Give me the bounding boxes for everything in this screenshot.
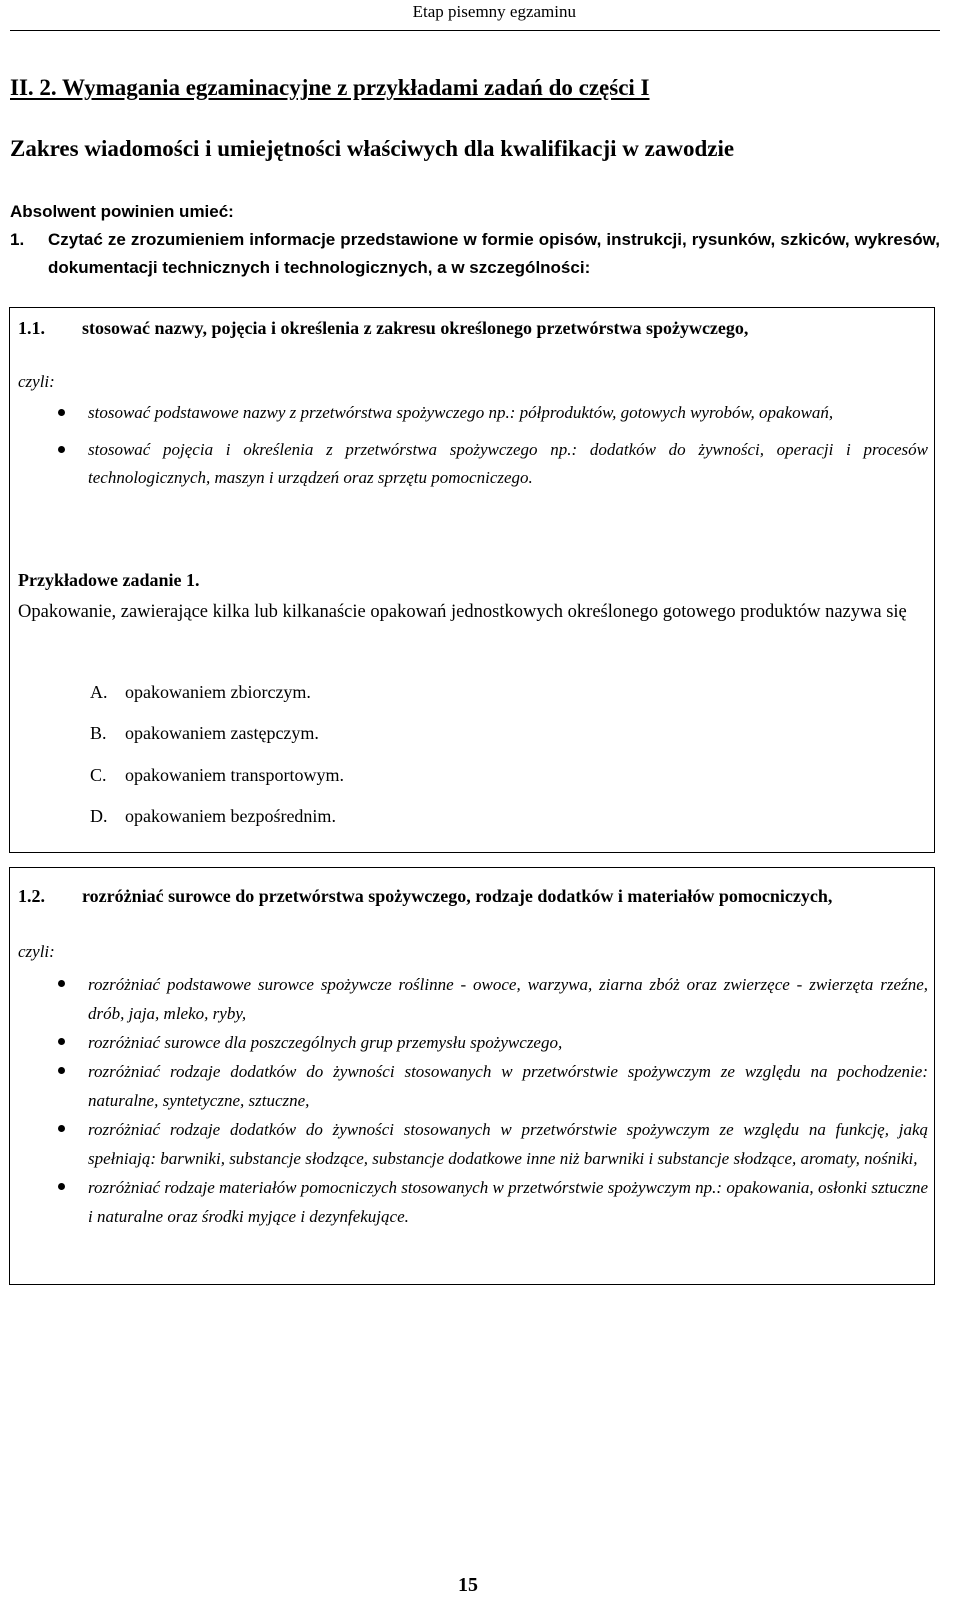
answer-text: opakowaniem transportowym.: [125, 765, 344, 785]
bullet-icon: [58, 409, 65, 416]
intro-item-text: Czytać ze zrozumieniem informacje przedstawione w formie opisów, instrukcji, rysunków, szkiców, wykresów, dokumentacji technicznych i technologicznych, a w szczególności:: [48, 230, 940, 277]
running-header: Etap pisemny egzaminu: [412, 2, 576, 21]
intro-item: [10, 226, 940, 282]
bullet-icon: [58, 1125, 65, 1132]
answer-option-c: [90, 765, 344, 786]
skills-list-1-2: [10, 970, 928, 1231]
answer-option-a: [90, 682, 311, 703]
requirement-title-1-1: [18, 314, 928, 343]
list-item: [10, 436, 928, 492]
bullet-icon: [58, 446, 65, 453]
task-question: Opakowanie, zawierające kilka lub kilkanaście opakowań jednostkowych określonego gotowego produktów nazywa się: [18, 602, 907, 622]
requirement-number: 1.1.: [18, 318, 45, 338]
list-item-text: rozróżniać podstawowe surowce spożywcze roślinne - owoce, warzywa, ziarna zbóż oraz zwierzęce - zwierzęta rzeźne, drób, jaja, mleko, ryby,: [88, 975, 928, 1023]
list-item: [10, 399, 928, 427]
task-title: Przykładowe zadanie 1.: [18, 570, 200, 590]
czyli-label: czyli:: [18, 372, 55, 391]
requirement-box-1-1: [9, 307, 935, 853]
answer-letter: B.: [90, 723, 107, 743]
answer-option-d: [90, 806, 336, 827]
list-item: [10, 1028, 928, 1057]
page-number: 15: [458, 1574, 478, 1596]
requirement-number: 1.2.: [18, 886, 45, 906]
requirement-text: stosować nazwy, pojęcia i określenia z zakresu określonego przetwórstwa spożywczego,: [82, 318, 749, 338]
list-item-text: rozróżniać rodzaje dodatków do żywności stosowanych w przetwórstwie spożywczym ze względu na funkcję, jaką spełniają: barwniki, substancje słodzące, substancje dodatkowe inne niż barwniki i substancje słodzące, aromaty, nośniki,: [88, 1120, 928, 1168]
bullet-icon: [58, 980, 65, 987]
answer-letter: C.: [90, 765, 107, 785]
answer-text: opakowaniem bezpośrednim.: [125, 806, 336, 826]
bullet-icon: [58, 1183, 65, 1190]
answer-letter: A.: [90, 682, 108, 702]
intro-lead: Absolwent powinien umieć:: [10, 202, 234, 221]
answer-option-b: [90, 723, 319, 744]
list-item: [10, 970, 928, 1028]
intro-block: [10, 198, 940, 282]
header-divider: [10, 30, 940, 31]
list-item: [10, 1173, 928, 1231]
bullet-icon: [58, 1038, 65, 1045]
skills-list-1-1: [10, 399, 928, 492]
main-heading: II. 2. Wymagania egzaminacyjne z przykładami zadań do części I: [10, 75, 650, 100]
list-item-text: rozróżniać rodzaje dodatków do żywności stosowanych w przetwórstwie spożywczym ze względu na pochodzenie: naturalne, syntetyczne, sztuczne,: [88, 1062, 928, 1110]
czyli-label: czyli:: [18, 942, 55, 961]
list-item: [10, 1115, 928, 1173]
list-item-text: stosować podstawowe nazwy z przetwórstwa spożywczego np.: półproduktów, gotowych wyrobów, opakowań,: [88, 403, 834, 422]
answer-text: opakowaniem zbiorczym.: [125, 682, 311, 702]
answer-letter: D.: [90, 806, 108, 826]
list-item-text: rozróżniać rodzaje materiałów pomocniczych stosowanych w przetwórstwie spożywczym np.: opakowania, osłonki sztuczne i naturalne oraz środki myjące i dezynfekujące.: [88, 1178, 928, 1226]
list-item-text: stosować pojęcia i określenia z przetwórstwa spożywczego np.: dodatków do żywności, operacji i procesów technologicznych, maszyn i urządzeń oraz sprzętu pomocniczego.: [88, 440, 928, 487]
requirement-title-1-2: [18, 882, 928, 911]
requirement-text: rozróżniać surowce do przetwórstwa spożywczego, rodzaje dodatków i materiałów pomocniczych,: [82, 886, 833, 906]
answer-text: opakowaniem zastępczym.: [125, 723, 319, 743]
intro-item-number: 1.: [10, 230, 25, 249]
bullet-icon: [58, 1067, 65, 1074]
requirement-box-1-2: [9, 867, 935, 1285]
list-item-text: rozróżniać surowce dla poszczególnych grup przemysłu spożywczego,: [88, 1033, 563, 1052]
list-item: [10, 1057, 928, 1115]
scope-heading: Zakres wiadomości i umiejętności właściwych dla kwalifikacji w zawodzie: [10, 136, 735, 161]
